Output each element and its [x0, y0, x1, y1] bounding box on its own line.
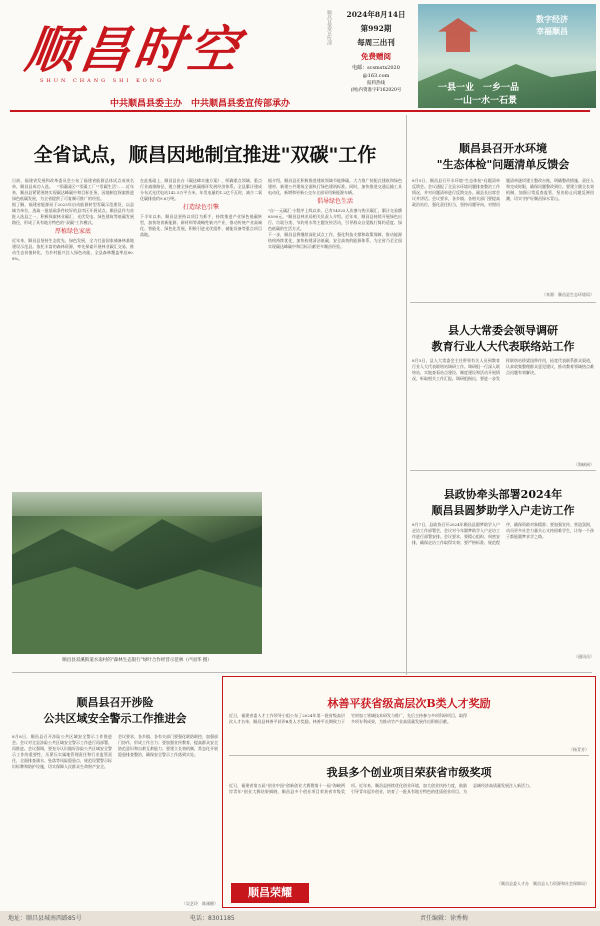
lead-column-1	[12, 178, 134, 488]
young-headline-2: 顺昌县圆梦助学入户走访工作	[431, 504, 575, 517]
honor-note-2: （顺昌县委人才办 顺昌县人力资源和社会保障局）	[497, 881, 589, 886]
honor-body-2: 近日，福建省第五届"创业中国"创新创业大赛暨第十一届"海峡两岸青年"创业大赛结果揭晓，顺昌县多个创业项目荣获省市级奖项。近年来，顺昌县持续优化创业环境，加大创业扶持力度，鼓励引导青年返乡创业，培育了一批具有地方特色的优质创业项目，为县域经济高质量发展注入新活力。	[229, 783, 533, 794]
issue-date: 2024年8月14日	[346, 10, 406, 19]
lead-col2-p2: 下半年以来，顺昌县坚持以项目为抓手，持续推进产业绿色低碳转型，加快培育新能源、新材料等战略性新兴产业，推动传统产业高端化、智能化、绿色化发展，积极引进光伏组件、储能设备等重点项目落地。	[140, 214, 262, 237]
banner-slogan-4: 一山一水一石景	[454, 96, 518, 106]
email-domain: @163.com	[362, 73, 390, 79]
masthead-rule	[10, 110, 590, 112]
lead-col1-p2: 据了解，福建省能源局于2023年启动能源转型零碳示范建设，以县域为单位，选取一批基础条件较好的县市区开展试点。顺昌县作为首批入选县之一，积极探索林业碳汇、光伏发电、绿色建筑等低碳发展路径，形成了具有地方特色的"双碳"工作模式。	[12, 202, 134, 225]
side-vertical-text: 顺昌县委宣传部	[326, 10, 332, 45]
lead-col1-p3: 近年来，顺昌县坚持生态优先、绿色发展，全力打造国家储备林基地建设示范县。依托丰富的森林资源，率先探索开展林业碳汇交易，推动生态价值转化，为乡村振兴注入绿色动能，全县森林覆盖率达80.8%。	[12, 238, 134, 261]
water-rule	[410, 302, 596, 303]
honor-body-1: 近日，福建省委人才工作领导小组公布了2024年第一批省级高层次人才名单，顺昌县林善平获评B类人才奖励。林善平长期致力于竹材加工领域技术研发与推广，先后主持参与多项科研项目，取得多项专利成果，为推动竹产业高质量发展作出积极贡献。	[229, 713, 467, 724]
legal-body-p2: 会议要求，各乡镇、各有关部门要强化联防联控，加强部门协作，形成工作合力；要加强宣传教育，提高群众安全防范意识和自救互救能力；要建立长效机制，常态化开展隐患排查整治，确保安全警示工作落到实处。	[118, 734, 218, 757]
water-body: 8月5日，顺昌县召开水环境"生态体检"问题清单反馈会。会议通报了全县水环境问题排查整治工作情况，并对问题清单进行反馈交办。副县长出席会议并讲话。会议要求，各乡镇、各相关部门要提高政治站位，强化责任担当，坚持问题导向，对照问题清单逐项建立整改台账，明确整改措施、责任人和完成时限，确保问题整改到位。要建立健全长效机制，加强日常巡查监管，坚决防止问题反弹回潮，切实守护好顺昌绿水青山。	[412, 178, 594, 207]
honor-inner-rule	[229, 755, 589, 756]
honor-title-1: 林善平获省级高层次B类人才奖励	[327, 697, 491, 710]
water-note: （来源：顺昌县生态环境局）	[542, 292, 594, 297]
email: 电邮：scsmstx2020	[352, 65, 400, 71]
photo-caption: 顺昌县双溪街道水南村的"森林生态银行"绿叶合作经营示范林（卢国华 摄）	[62, 658, 212, 663]
lead-col3-p2: "自'一元碳汇'小程序上线以来，已有14525人次参与购买碳汇，累计交易额8590元。"顺昌县林业局相关负责人介绍。近年来，顺昌县持续开展绿色出行、垃圾分类、节约用水等主题宣传活动，引导群众自觉践行简约适度、绿色低碳的生活方式。	[268, 208, 402, 231]
footer	[0, 911, 600, 926]
npc-rule	[410, 470, 596, 471]
banner-pavilion	[438, 18, 478, 52]
lead-column-3	[268, 178, 402, 658]
issue-info	[336, 8, 416, 94]
photo-sky	[12, 492, 262, 516]
lead-column-2	[140, 178, 262, 488]
legal-headline-1: 顺昌县召开涉险	[76, 696, 154, 709]
legal-headline-2: 公共区域安全警示工作推进会	[43, 712, 187, 725]
footer-phone: 电话：8301185	[190, 915, 235, 922]
lead-col1-p1: 日前，福建省发展和改革委员会公布了福建省能源总体试点成效名单，顺昌县成功入选。 "零碳园区""零碳工厂""零碳生活"……近年来，顺昌县紧紧围绕实现碳达峰碳中和目标任务，因地制宜探索推进绿色低碳发展，为全省提供了可复制可推广的经验。	[12, 178, 134, 201]
water-headline-1: 顺昌县召开水环境	[459, 142, 547, 155]
issue-number: 第992期	[360, 24, 392, 33]
masthead-pinyin: SHUN CHANG SHI KONG	[40, 78, 165, 84]
banner-slogan-1: 数字经济	[536, 14, 568, 24]
npc-body: 8月5日，县人大常委会主任带领有关人员到教育行业人大代表联络站调研工作。调研组一行深入联络站，实地查看站点建设、制度建设和活动开展情况，听取相关工作汇报。调研组指出，要进一步发挥联络站桥梁纽带作用，拓宽代表联系群众渠道，认真收集整理群众意见建议，推动教育领域热点难点问题有效解决。	[412, 358, 594, 381]
honor-note-1: （杨青芳）	[569, 747, 589, 752]
legal-body-p1: 8月8日，顺昌县召开涉险公共区域安全警示工作推进会。会议对全县涉险公共区域安全警示工作进行再部署、再推进。会议强调，要充分认识做好涉险公共区域安全警示工作的重要性，压紧压实属地管理责任和行业监管责任，全面排查溺水、坠落等风险隐患点，规范设置警示标识标牌和防护设施，切实保障人民群众生命财产安全。	[12, 734, 112, 769]
masthead	[0, 0, 600, 110]
lead-col3-p1: 据介绍，顺昌县还积极推进建筑领域节能降碳，大力推广装配式建筑和绿色建材，新建公共建筑全面执行绿色建筑标准。同时，加快推进交通运输工具电动化，新增和更新公交车全部采用新能源车辆。	[268, 178, 402, 195]
young-headline-1: 县政协牵头部署2024年	[443, 488, 563, 501]
honor-box	[222, 676, 596, 908]
lead-headline: 全省试点，顺昌因地制宜推进"双碳"工作	[33, 144, 377, 166]
hotline-label: 报料热线	[367, 81, 385, 86]
issue-frequency: 每周三出刊	[357, 38, 395, 47]
npc-headline-2: 教育行业人大代表联络站工作	[431, 340, 575, 353]
right-divider	[406, 115, 407, 675]
banner-slogan-3: 一县一业 一乡一品	[438, 83, 520, 93]
lead-col3-p3: 下一步，顺昌县将继续深化试点工作，强化科技支撑和政策保障，推动能源结构持续优化，加快构建清洁低碳、安全高效的能源体系，为全省乃至全国实现碳达峰碳中和目标贡献更多顺昌经验。	[268, 232, 402, 249]
lead-subhead-1: 厚植绿色家底	[54, 228, 91, 235]
lead-col2-p1: 在此基础上，顺昌县出台《碳达峰实施方案》，明确重点领域、重点行业减排路径，建立健全绿色低碳循环发展经济体系。全县累计建成分布式光伏电站142.5万平方米，年发电量约1.2亿千瓦时，减少二氧化碳排放约9.6万吨。	[140, 178, 262, 201]
footer-address: 地址：顺昌县城南西路85号	[8, 915, 82, 922]
npc-headline-1: 县人大常委会领导调研	[448, 324, 558, 337]
honor-title-2: 我县多个创业项目荣获省市级奖项	[326, 766, 492, 779]
lead-subhead-2: 打造绿色引擎	[182, 204, 219, 211]
young-note: （通讯员）	[574, 654, 594, 659]
lead-subhead-3: 倡导绿色生活	[316, 198, 353, 205]
masthead-title: 顺昌时空	[21, 20, 247, 79]
footer-editor: 责任编辑：徐秀梅	[420, 915, 469, 922]
young-body: 8月7日，县政协召开2024年顺昌县圆梦助学入户走访工作部署会，会议对今年圆梦助学入户走访工作进行部署安排。会议要求，要精心组织、周密安排，确保走访工作取得实效；要严格标准、规范程序，确保资助对象精准；要加强宣传、营造氛围，动员更多社会力量关心支持困难学生，让每一个孩子都能圆梦求学之路。	[412, 522, 594, 545]
honor-label: 顺昌荣耀	[231, 883, 309, 903]
water-headline-2: "生态体检"问题清单反馈会	[436, 158, 570, 171]
masthead-banner	[418, 4, 596, 108]
masthead-sponsors: 中共顺昌县委主办 中共顺昌县委宣传部承办	[109, 99, 290, 109]
legal-rule	[12, 672, 592, 673]
legal-body	[12, 734, 218, 902]
banner-slogan-2: 幸福顺昌	[536, 26, 568, 36]
free-badge: 免费赠阅	[361, 52, 391, 61]
forest-photo	[12, 492, 262, 654]
npc-note: （海峡网）	[574, 462, 594, 467]
hotline: (网)内资准字F162020号	[350, 88, 402, 93]
legal-note: （吴艺玲 陈刚健）	[182, 901, 218, 906]
